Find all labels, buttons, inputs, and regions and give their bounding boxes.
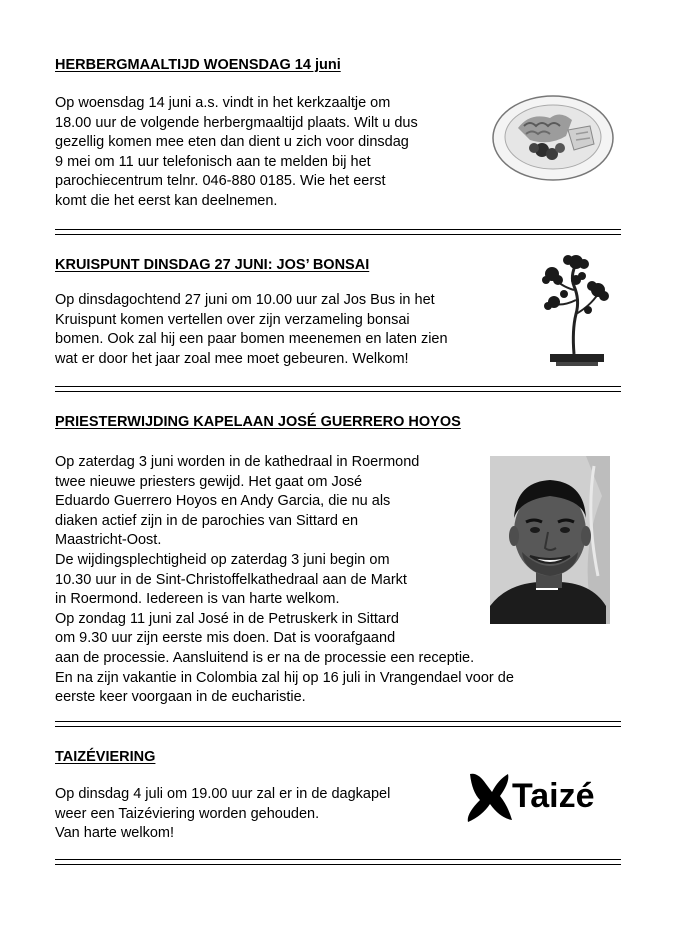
text-line: 18.00 uur de volgende herbergmaaltijd plaats. Wilt u dus bbox=[55, 114, 418, 131]
text-line: Van harte welkom! bbox=[55, 825, 175, 842]
section-divider bbox=[55, 386, 621, 392]
text-line: weer een Taizéviering worden gehouden. bbox=[55, 805, 320, 822]
taize-logo bbox=[464, 770, 616, 826]
section-divider bbox=[55, 721, 621, 727]
text-line: Op zaterdag 3 juni worden in de kathedraal in Roermond bbox=[55, 454, 420, 470]
text-line: twee nieuwe priesters gewijd. Het gaat om José bbox=[55, 473, 363, 490]
taize-logo-text: Taizé bbox=[512, 777, 595, 815]
text-line: aan de processie. Aansluitend is er na de processie een receptie. bbox=[55, 649, 475, 666]
priest-portrait-photo bbox=[490, 456, 610, 624]
text-line: De wijdingsplechtigheid op zaterdag 3 juni begin om bbox=[55, 551, 390, 568]
section-divider bbox=[55, 229, 621, 235]
text-line: Eduardo Guerrero Hoyos en Andy Garcia, die nu als bbox=[55, 493, 391, 510]
text-line: En na zijn vakantie in Colombia zal hij op 16 juli in Vrangendael voor de bbox=[55, 669, 514, 686]
text-line: gezellig komen mee eten dan dient u zich voor dinsdag bbox=[55, 134, 409, 151]
text-line: 9 mei om 11 uur telefonisch aan te melden bij het bbox=[55, 153, 371, 170]
article-title: PRIESTERWIJDING KAPELAAN JOSÉ GUERRERO HOYOS bbox=[55, 414, 461, 430]
text-line: om 9.30 uur zijn eerste mis doen. Dat is voorafgaand bbox=[55, 630, 396, 647]
meal-plate-image bbox=[490, 88, 616, 184]
article-title: TAIZÉVIERING bbox=[55, 749, 156, 765]
text-line: Kruispunt komen vertellen over zijn verzameling bonsai bbox=[55, 311, 410, 328]
text-line: bomen. Ook zal hij een paar bomen meenemen en laten zien bbox=[55, 331, 448, 348]
text-line: wat er door het jaar zoal mee moet gebeuren. Welkom! bbox=[55, 350, 409, 367]
text-line: in Roermond. Iedereen is van harte welkom. bbox=[55, 591, 340, 608]
text-line: komt die het eerst kan deelnemen. bbox=[55, 192, 278, 209]
text-line: Maastricht-Oost. bbox=[55, 532, 162, 549]
taize-cross-icon bbox=[464, 770, 514, 824]
text-line: Op dinsdag 4 juli om 19.00 uur zal er in de dagkapel bbox=[55, 786, 391, 802]
text-line: Op dinsdagochtend 27 juni om 10.00 uur zal Jos Bus in het bbox=[55, 292, 435, 308]
text-line: parochiecentrum telnr. 046-880 0185. Wie het eerst bbox=[55, 173, 386, 190]
bonsai-tree-image bbox=[536, 250, 616, 368]
text-line: Op woensdag 14 juni a.s. vindt in het kerkzaaltje om bbox=[55, 95, 391, 111]
text-line: eerste keer voorgaan in de eucharistie. bbox=[55, 689, 306, 706]
section-divider bbox=[55, 859, 621, 865]
text-line: diaken actief zijn in de parochies van Sittard en bbox=[55, 512, 359, 529]
article-title: KRUISPUNT DINSDAG 27 JUNI: JOS’ BONSAI bbox=[55, 257, 370, 273]
text-line: 10.30 uur in de Sint-Christoffelkathedraal aan de Markt bbox=[55, 571, 407, 588]
article-title: HERBERGMAALTIJD WOENSDAG 14 juni bbox=[55, 57, 341, 73]
text-line: Op zondag 11 juni zal José in de Petruskerk in Sittard bbox=[55, 610, 399, 627]
